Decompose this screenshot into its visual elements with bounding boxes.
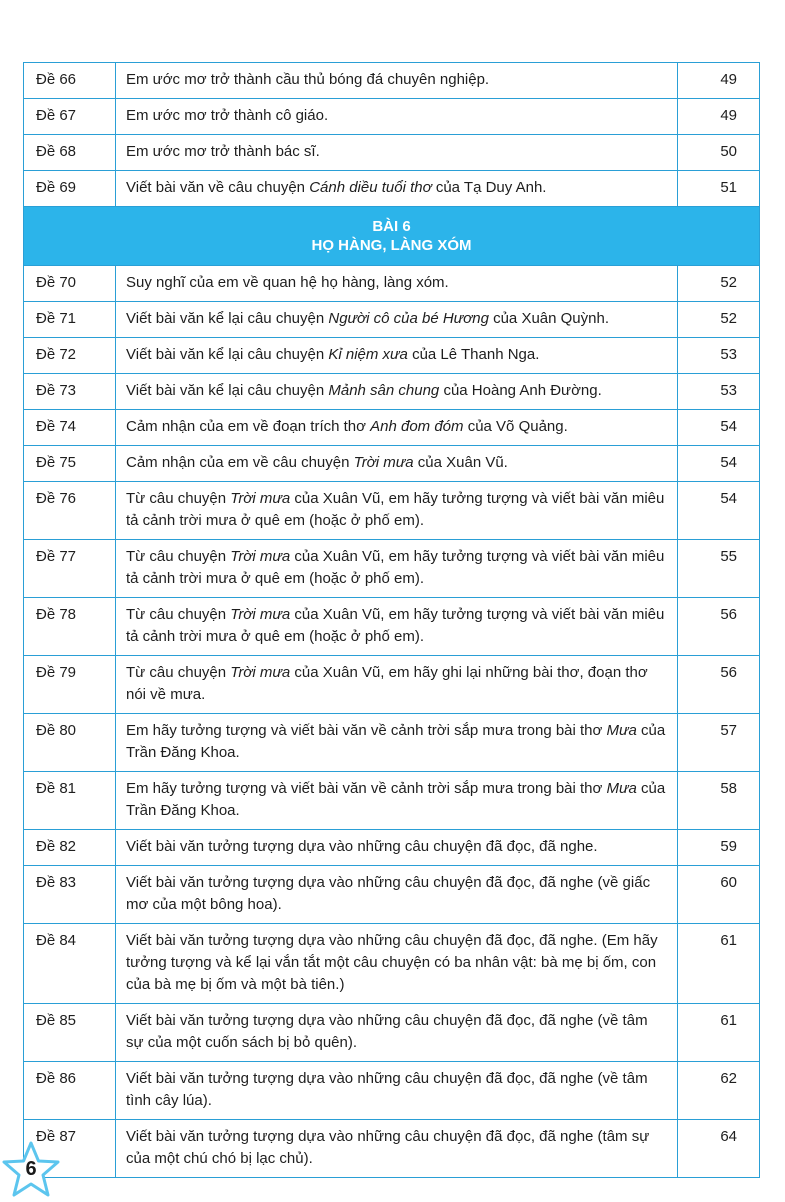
entry-text: Viết bài văn tưởng tượng dựa vào những câu chuyện đã đọc, đã nghe (về tâm sự của một cuốn sách bị bỏ quên). [126, 1012, 648, 1051]
entry-text: Viết bài văn về câu chuyện [126, 179, 310, 196]
work-title: Trời mưa [230, 490, 291, 507]
toc-row [24, 374, 760, 410]
entry-text: Em ước mơ trở thành bác sĩ. [126, 143, 320, 160]
entry-title [116, 482, 678, 540]
toc-row [24, 1120, 760, 1178]
toc-row [24, 830, 760, 866]
work-title: Trời mưa [353, 454, 414, 471]
entry-text: của Xuân Vũ, em hãy tưởng tượng và viết bài văn miêu tả cảnh trời mưa ở quê em (hoặc ở phố em). [126, 490, 665, 529]
entry-page: 49 [678, 99, 760, 135]
entry-page: 52 [678, 302, 760, 338]
entry-title [116, 1004, 678, 1062]
entry-title [116, 772, 678, 830]
entry-code: Đề 67 [24, 99, 116, 135]
work-title: Kỉ niệm xưa [328, 346, 408, 363]
entry-page: 55 [678, 540, 760, 598]
entry-text: của Hoàng Anh Đường. [439, 382, 602, 399]
entry-text: Em hãy tưởng tượng và viết bài văn về cảnh trời sắp mưa trong bài thơ [126, 780, 607, 797]
entry-text: của Xuân Vũ, em hãy tưởng tượng và viết bài văn miêu tả cảnh trời mưa ở quê em (hoặc ở phố em). [126, 548, 665, 587]
entry-title [116, 446, 678, 482]
entry-title [116, 1062, 678, 1120]
work-title: Mưa [606, 722, 637, 739]
entry-text: Viết bài văn tưởng tượng dựa vào những câu chuyện đã đọc, đã nghe (tâm sự của một chú chó bị lạc chủ). [126, 1128, 650, 1167]
entry-page: 57 [678, 714, 760, 772]
section-number: BÀI 6 [372, 218, 411, 235]
entry-title [116, 302, 678, 338]
entry-code: Đề 72 [24, 338, 116, 374]
entry-page: 54 [678, 482, 760, 540]
toc-row [24, 924, 760, 1004]
toc-row [24, 99, 760, 135]
entry-text: của Xuân Vũ, em hãy ghi lại những bài thơ, đoạn thơ nói về mưa. [126, 664, 648, 703]
work-title: Anh đom đóm [370, 418, 464, 435]
entry-text: Viết bài văn kể lại câu chuyện [126, 346, 329, 363]
entry-text: của Lê Thanh Nga. [407, 346, 540, 363]
section-title: HỌ HÀNG, LÀNG XÓM [311, 237, 472, 254]
entry-code: Đề 78 [24, 598, 116, 656]
entry-text: Em ước mơ trở thành cô giáo. [126, 107, 329, 124]
entry-text: Viết bài văn tưởng tượng dựa vào những câu chuyện đã đọc, đã nghe. [126, 838, 598, 855]
entry-code: Đề 70 [24, 266, 116, 302]
entry-title [116, 1120, 678, 1178]
entry-title [116, 266, 678, 302]
entry-title [116, 598, 678, 656]
entry-title [116, 171, 678, 207]
entry-title [116, 410, 678, 446]
toc-row [24, 446, 760, 482]
entry-page: 54 [678, 446, 760, 482]
toc-row [24, 338, 760, 374]
entry-page: 61 [678, 1004, 760, 1062]
entry-title [116, 540, 678, 598]
entry-page: 60 [678, 866, 760, 924]
section-header [24, 207, 760, 266]
entry-text: Viết bài văn tưởng tượng dựa vào những câu chuyện đã đọc, đã nghe. (Em hãy tưởng tượng và kể lại vắn tắt một câu chuyện có ba nhân vật: bà mẹ bị ốm, con của bà mẹ bị ốm và một bà tiên.) [126, 932, 658, 993]
entry-code: Đề 75 [24, 446, 116, 482]
toc-row [24, 266, 760, 302]
entry-code: Đề 76 [24, 482, 116, 540]
entry-code: Đề 79 [24, 656, 116, 714]
table-of-contents [23, 62, 760, 1178]
entry-text: của Trần Đăng Khoa. [126, 780, 666, 819]
entry-code: Đề 66 [24, 63, 116, 99]
entry-text: Cảm nhận của em về đoạn trích thơ [126, 418, 371, 435]
toc-body [24, 63, 760, 1178]
page-number: 6 [25, 1158, 37, 1180]
entry-page: 54 [678, 410, 760, 446]
entry-text: Viết bài văn tưởng tượng dựa vào những câu chuyện đã đọc, đã nghe (về giấc mơ của một bông hoa). [126, 874, 651, 913]
toc-row [24, 598, 760, 656]
entry-code: Đề 81 [24, 772, 116, 830]
entry-text: của Xuân Vũ. [413, 454, 508, 471]
toc-row [24, 135, 760, 171]
entry-code: Đề 80 [24, 714, 116, 772]
entry-text: Viết bài văn kể lại câu chuyện [126, 310, 329, 327]
entry-text: của Trần Đăng Khoa. [126, 722, 666, 761]
entry-title [116, 135, 678, 171]
entry-code: Đề 83 [24, 866, 116, 924]
toc-row [24, 302, 760, 338]
entry-text: Từ câu chuyện [126, 548, 231, 565]
entry-page: 56 [678, 598, 760, 656]
toc-row [24, 482, 760, 540]
entry-title [116, 63, 678, 99]
entry-page: 53 [678, 338, 760, 374]
work-title: Mảnh sân chung [328, 382, 440, 399]
toc-row [24, 1062, 760, 1120]
entry-page: 61 [678, 924, 760, 1004]
entry-code: Đề 85 [24, 1004, 116, 1062]
entry-code: Đề 68 [24, 135, 116, 171]
entry-code: Đề 84 [24, 924, 116, 1004]
entry-code: Đề 69 [24, 171, 116, 207]
entry-page: 56 [678, 656, 760, 714]
entry-text: Từ câu chuyện [126, 606, 231, 623]
entry-text: của Tạ Duy Anh. [431, 179, 547, 196]
entry-title [116, 374, 678, 410]
work-title: Trời mưa [230, 606, 291, 623]
toc-row [24, 714, 760, 772]
entry-title [116, 656, 678, 714]
entry-text: Từ câu chuyện [126, 664, 231, 681]
toc-row [24, 410, 760, 446]
entry-text: của Xuân Quỳnh. [488, 310, 610, 327]
entry-page: 49 [678, 63, 760, 99]
entry-text: Viết bài văn tưởng tượng dựa vào những câu chuyện đã đọc, đã nghe (về tâm tình cây lúa). [126, 1070, 648, 1109]
work-title: Người cô của bé Hương [328, 310, 489, 327]
entry-page: 53 [678, 374, 760, 410]
entry-page: 58 [678, 772, 760, 830]
entry-code: Đề 82 [24, 830, 116, 866]
entry-code: Đề 86 [24, 1062, 116, 1120]
entry-text: Suy nghĩ của em về quan hệ họ hàng, làng xóm. [126, 274, 449, 291]
entry-code: Đề 73 [24, 374, 116, 410]
toc-row [24, 772, 760, 830]
entry-text: Cảm nhận của em về câu chuyện [126, 454, 354, 471]
entry-page: 64 [678, 1120, 760, 1178]
entry-code: Đề 74 [24, 410, 116, 446]
entry-text: Em ước mơ trở thành cầu thủ bóng đá chuyên nghiệp. [126, 71, 490, 88]
toc-row [24, 171, 760, 207]
entry-title [116, 866, 678, 924]
entry-page: 52 [678, 266, 760, 302]
entry-title [116, 830, 678, 866]
entry-code: Đề 87 [24, 1120, 116, 1178]
toc-row [24, 540, 760, 598]
toc-row [24, 63, 760, 99]
entry-code: Đề 71 [24, 302, 116, 338]
entry-page: 59 [678, 830, 760, 866]
entry-text: Em hãy tưởng tượng và viết bài văn về cảnh trời sắp mưa trong bài thơ [126, 722, 607, 739]
work-title: Trời mưa [230, 548, 291, 565]
entry-page: 51 [678, 171, 760, 207]
entry-text: Viết bài văn kể lại câu chuyện [126, 382, 329, 399]
entry-text: của Xuân Vũ, em hãy tưởng tượng và viết bài văn miêu tả cảnh trời mưa ở quê em (hoặc ở phố em). [126, 606, 665, 645]
work-title: Cánh diều tuổi thơ [309, 179, 432, 196]
entry-text: của Võ Quảng. [463, 418, 568, 435]
toc-row [24, 866, 760, 924]
entry-text: Từ câu chuyện [126, 490, 231, 507]
work-title: Mưa [606, 780, 637, 797]
work-title: Trời mưa [230, 664, 291, 681]
entry-title [116, 99, 678, 135]
entry-page: 62 [678, 1062, 760, 1120]
entry-code: Đề 77 [24, 540, 116, 598]
entry-title [116, 338, 678, 374]
toc-row [24, 1004, 760, 1062]
entry-title [116, 924, 678, 1004]
toc-row [24, 656, 760, 714]
entry-title [116, 714, 678, 772]
entry-page: 50 [678, 135, 760, 171]
section-header-row [24, 207, 760, 266]
